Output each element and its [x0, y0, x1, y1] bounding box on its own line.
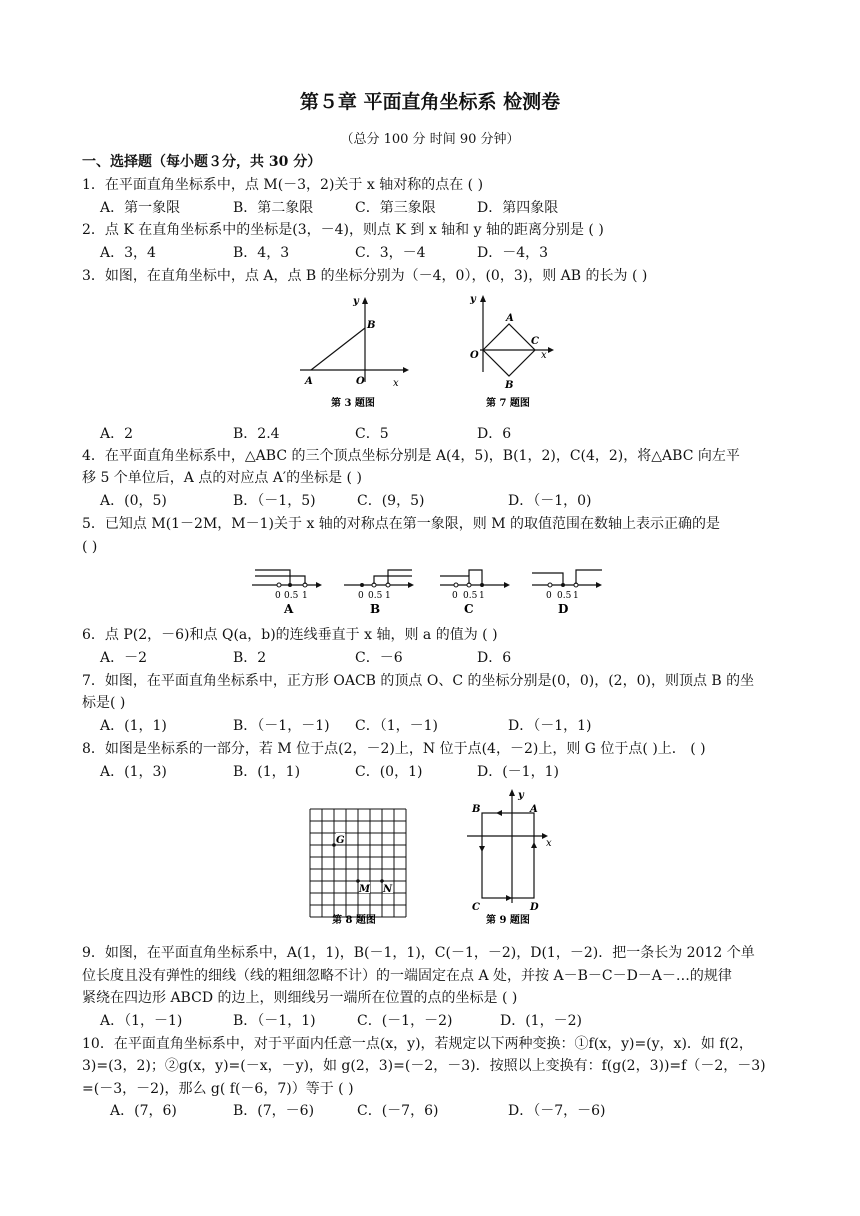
fig3-a-label: A: [305, 376, 313, 387]
fig9-b-label: B: [472, 804, 481, 815]
fig9-d-label: D: [530, 902, 539, 913]
question-10-line-2: 3)=(3，2)；②g(x，y)=(－x，－y)，如 g(2，3)=(－2，－3)．按照以上变换有：f(g(2，3))=f（－2，－3): [82, 1058, 766, 1074]
q10-choice-d: D．（－7，－6): [508, 1103, 606, 1119]
svg-text:0.5: 0.5: [557, 591, 572, 601]
fig8-m-label: M: [359, 884, 371, 895]
q9-choice-b: B．（－1，1): [233, 1013, 316, 1029]
figure-q9: [462, 788, 572, 928]
q8-choice-b: B．(1，1): [233, 764, 301, 780]
fig7-c-label: C: [531, 336, 539, 347]
q6-choice-a: A．－2: [100, 650, 148, 666]
q5-option-b: [344, 570, 414, 616]
q2-choice-c: C．3，－4: [355, 245, 426, 261]
question-5-line-1: 5．已知点 M(1－2M，M－1)关于 x 轴的对称点在第一象限，则 M 的取值范围在数轴上表示正确的是: [82, 516, 721, 532]
q7-choice-d: D．（－1，1): [508, 718, 592, 734]
section-heading: 一、选择题（每小题３分，共 30 分）: [82, 154, 322, 170]
fig9-y-label: y: [518, 790, 524, 801]
question-5-line-2: ( ): [82, 539, 98, 555]
fig3-b-label: B: [367, 320, 376, 331]
q5-label-b: B: [370, 602, 381, 616]
question-6: 6．点 P(2，－6)和点 Q(a，b)的连线垂直于 x 轴，则 a 的值为 ( ): [82, 627, 498, 643]
question-1: 1．在平面直角坐标系中，点 M(－3，2)关于 x 轴对称的点在 ( ): [82, 177, 484, 193]
q5-label-a: A: [284, 602, 294, 616]
q4-choice-b: B．（－1，5): [233, 493, 316, 509]
q3-choice-b: B．2.4: [233, 426, 280, 442]
q10-choice-c: C．(－7，6): [357, 1103, 439, 1119]
svg-text:1: 1: [302, 591, 308, 601]
q9-choice-d: D．(1，－2): [500, 1013, 582, 1029]
question-4-line-1: 4．在平面直角坐标系中，△ABC 的三个顶点坐标分别是 A(4，5)，B(1，2)，C(4，2)，将△ABC 向左平: [82, 448, 740, 464]
question-4-line-2: 移 5 个单位后，A 点的对应点 A′的坐标是 ( ): [82, 470, 362, 486]
fig9-a-label: A: [530, 804, 538, 815]
svg-text:0: 0: [452, 591, 458, 601]
question-3: 3．如图，在直角坐标中，点 A，点 B 的坐标分别为（－4，0），(0，3)，则 AB 的长为 ( ): [82, 268, 648, 284]
svg-text:0: 0: [275, 591, 281, 601]
q2-choice-a: A．3，4: [100, 245, 156, 261]
q3-choice-a: A．2: [100, 426, 134, 442]
q10-choice-b: B．(7，－6): [233, 1103, 315, 1119]
q3-choice-c: C．5: [355, 426, 389, 442]
q5-option-c: [440, 570, 510, 616]
q6-choice-c: C．－6: [355, 650, 403, 666]
question-7-line-2: 标是( ): [82, 695, 126, 711]
q5-label-c: C: [464, 602, 474, 616]
svg-text:1: 1: [573, 591, 579, 601]
fig3-caption: 第 3 题图: [331, 398, 375, 409]
fig8-caption: 第 8 题图: [332, 915, 376, 926]
q5-option-d: [532, 570, 602, 616]
question-7-line-1: 7．如图，在平面直角坐标系中，正方形 OACB 的顶点 O、C 的坐标分别是(0，0)，(2，0)，则顶点 B 的坐: [82, 673, 755, 689]
svg-text:0.5: 0.5: [284, 591, 299, 601]
q4-choice-c: C．(9，5): [357, 493, 425, 509]
q8-choice-c: C．(0，1): [355, 764, 423, 780]
q10-choice-a: A．(7，6): [110, 1103, 177, 1119]
fig7-caption: 第 7 题图: [486, 398, 530, 409]
svg-text:0.5: 0.5: [368, 591, 383, 601]
q1-choice-d: D．第四象限: [477, 200, 559, 216]
q5-option-a: [252, 570, 322, 616]
svg-text:0: 0: [358, 591, 364, 601]
fig9-x-label: x: [546, 838, 552, 849]
figure-q3: [295, 292, 415, 412]
question-2: 2．点 K 在直角坐标系中的坐标是(3，－4)，则点 K 到 x 轴和 y 轴的距离分别是 ( ): [82, 222, 604, 238]
fig3-o-label: O: [356, 376, 365, 387]
q4-choice-d: D．（－1，0): [508, 493, 592, 509]
question-9-line-1: 9．如图，在平面直角坐标系中，A(1，1)，B(－1，1)，C(－1，－2)，D(1，－2)．把一条长为 2012 个单: [82, 945, 755, 961]
q3-choice-d: D．6: [477, 426, 512, 442]
question-10-line-1: 10．在平面直角坐标系中，对于平面内任意一点(x，y)，若规定以下两种变换：①f(x，y)=(y，x)．如 f(2，: [82, 1036, 753, 1052]
fig8-g-label: G: [336, 835, 345, 846]
q5-number-lines: [250, 565, 610, 620]
q7-choice-c: C．（1，－1): [355, 718, 438, 734]
q7-choice-b: B．（－1，－1): [233, 718, 330, 734]
fig9-caption: 第 9 题图: [486, 915, 530, 926]
svg-text:1: 1: [385, 591, 391, 601]
question-9-line-3: 紧绕在四边形 ABCD 的边上，则细线另一端所在位置的点的坐标是 ( ): [82, 990, 518, 1006]
fig8-grid: [310, 809, 406, 917]
q6-choice-b: B．2: [233, 650, 267, 666]
q6-choice-d: D．6: [477, 650, 512, 666]
fig8-n-label: N: [383, 884, 393, 895]
fig7-y-label: y: [470, 294, 476, 305]
fig7-a-label: A: [506, 313, 514, 324]
page-subtitle: （总分 100 分 时间 90 分钟）: [340, 132, 520, 147]
fig3-y-label: y: [353, 296, 359, 307]
q4-choice-a: A．(0，5): [100, 493, 167, 509]
fig7-x-label: x: [541, 350, 547, 361]
figure-q7: [462, 292, 572, 412]
question-10-line-3: =(－3，－2)，那么 g( f(－6，7)）等于 ( ): [82, 1081, 354, 1097]
q1-choice-c: C．第三象限: [355, 200, 436, 216]
svg-text:1: 1: [479, 591, 485, 601]
q8-choice-d: D．(－1，1): [477, 764, 559, 780]
fig7-o-label: O: [470, 350, 479, 361]
fig9-c-label: C: [472, 902, 480, 913]
figure-q8: [300, 803, 420, 928]
q9-choice-a: A．（1，－1): [100, 1013, 183, 1029]
q1-choice-b: B．第二象限: [233, 200, 314, 216]
question-9-line-2: 位长度且没有弹性的细线（线的粗细忽略不计）的一端固定在点 A 处，并按 A－B－C－D－A－…的规律: [82, 968, 732, 984]
question-8: 8．如图是坐标系的一部分，若 M 位于点(2，－2)上，N 位于点(4，－2)上，则 G 位于点( )上． ( ): [82, 741, 706, 757]
svg-text:0: 0: [546, 591, 552, 601]
fig7-b-label: B: [505, 380, 514, 391]
fig3-x-label: x: [393, 378, 399, 389]
q2-choice-d: D．－4，3: [477, 245, 549, 261]
q8-choice-a: A．(1，3): [100, 764, 167, 780]
q1-choice-a: A．第一象限: [100, 200, 181, 216]
q5-label-d: D: [558, 602, 569, 616]
q2-choice-b: B．4，3: [233, 245, 290, 261]
q7-choice-a: A．(1，1): [100, 718, 167, 734]
q9-choice-c: C．(－1，－2): [357, 1013, 453, 1029]
page-title: 第５章 平面直角坐标系 检测卷: [299, 91, 561, 113]
svg-text:0.5: 0.5: [463, 591, 478, 601]
